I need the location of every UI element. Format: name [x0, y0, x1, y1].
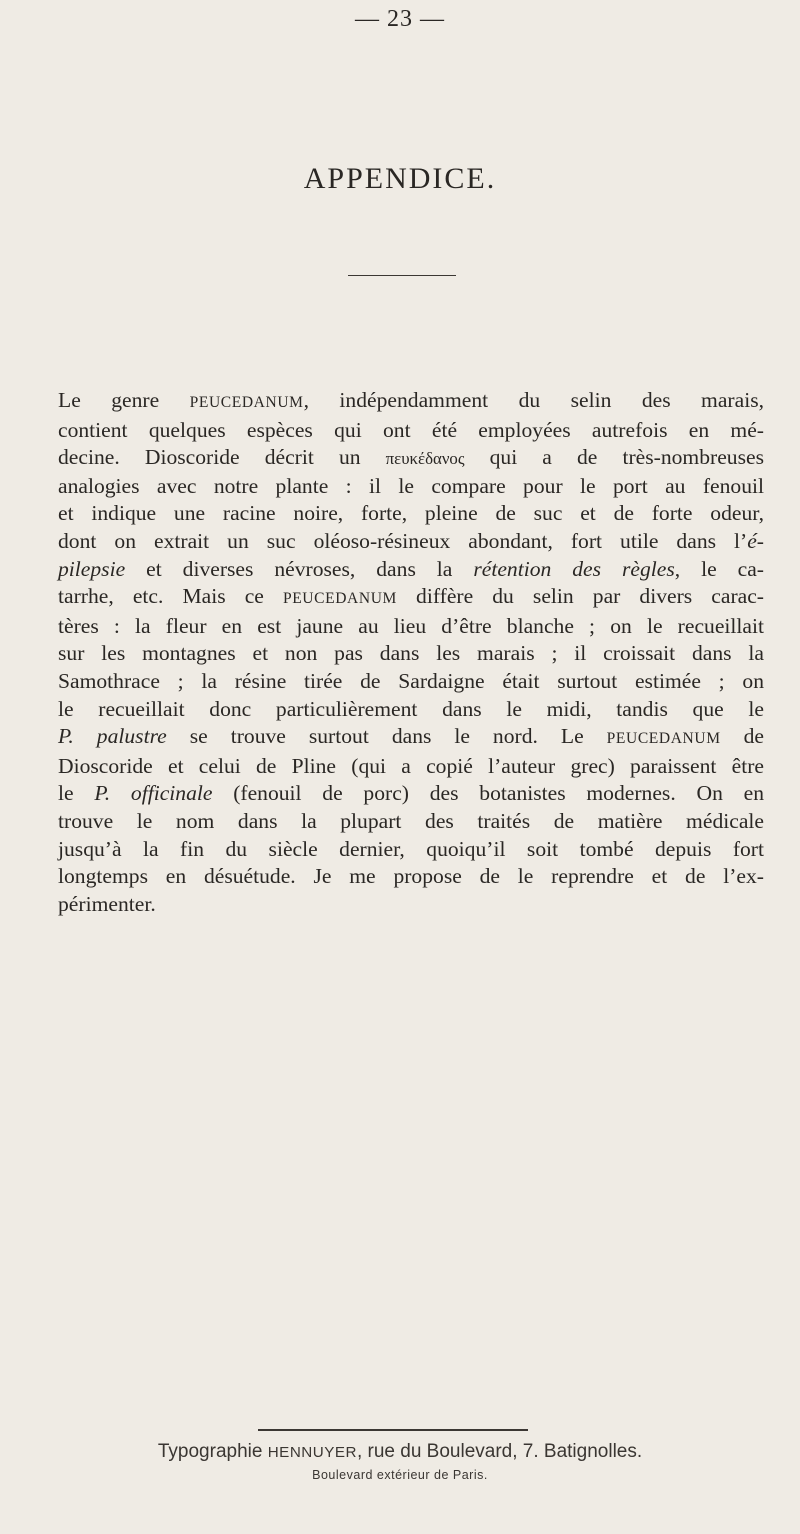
text-run: , indépendamment du selin des marais, [303, 388, 764, 412]
italic-term: pilepsie [58, 556, 126, 581]
body-paragraph [58, 387, 764, 918]
text-line [58, 613, 764, 641]
text-run: sur les montagnes et non pas dans les marais ; il croissait dans la [58, 641, 764, 666]
imprint-prefix: Typographie [157, 1441, 268, 1462]
text-line [58, 723, 764, 753]
text-run: jusqu’à la fin du siècle dernier, quoiqu’il soit tombé depuis fort [58, 836, 764, 861]
text-run: longtemps en désuétude. Je me propose de le reprendre et de l’ex- [58, 864, 764, 889]
text-run: (fenouil de porc) des botanistes modernes. On en [212, 781, 764, 806]
text-line [58, 556, 764, 584]
page-title: APPENDICE. [303, 162, 497, 195]
text-line [58, 500, 764, 528]
text-line [58, 583, 764, 613]
text-line [58, 473, 764, 501]
text-run: decine. Dioscoride décrit un [58, 445, 386, 470]
italic-term: P. officinale [94, 781, 213, 806]
text-run: et indique une racine noire, forte, pleine de suc et de forte odeur, [58, 501, 764, 526]
page-number: — 23 — [355, 6, 445, 32]
title-divider [348, 275, 456, 276]
text-line [58, 387, 764, 417]
text-run: et diverses névroses, dans la [125, 556, 474, 581]
text-line [58, 891, 764, 919]
text-run: Dioscoride et celui de Pline (qui a copié l’auteur grec) paraissent être [58, 753, 764, 778]
text-line [58, 836, 764, 864]
small-caps-term: PEUCEDANUM [189, 394, 304, 411]
printer-imprint [0, 1440, 800, 1465]
text-line [58, 780, 764, 808]
text-run: qui a de très-nombreuses [464, 445, 764, 470]
text-line [58, 668, 764, 696]
text-line [58, 417, 764, 445]
imprint-subline: Boulevard extérieur de Paris. [312, 1468, 488, 1482]
text-run: le [58, 781, 95, 806]
small-caps-term: PEUCEDANUM [606, 730, 721, 748]
text-line [58, 753, 764, 781]
text-run: analogies avec notre plante : il le compare pour le port au fenouil [58, 473, 764, 498]
text-run: périmenter. [58, 891, 156, 916]
italic-term: é- [747, 528, 764, 553]
text-run: tères : la fleur en est jaune au lieu d’être blanche ; on le recueillait [58, 613, 764, 638]
text-line [58, 528, 764, 556]
text-line [58, 863, 764, 891]
imprint-address: , rue du Boulevard, 7. Batignolles. [356, 1441, 643, 1462]
imprint-divider [258, 1429, 528, 1431]
small-caps-term: PEUCEDANUM [282, 590, 397, 608]
text-run: le recueillait donc particulièrement dans le midi, tandis que le [58, 696, 764, 721]
text-line [58, 696, 764, 724]
greek-term: πευκέδανος [385, 449, 465, 469]
text-run: Samothrace ; la résine tirée de Sardaigne était surtout estimée ; on [58, 668, 764, 693]
italic-term: P. palustre [58, 724, 167, 749]
text-run: Le genre [58, 388, 190, 412]
italic-term: rétention des règles [473, 556, 675, 581]
text-line [58, 808, 764, 836]
text-run: tarrhe, etc. Mais ce [58, 584, 283, 609]
imprint-printer-name: HENNUYER [267, 1444, 357, 1461]
text-run: contient quelques espèces qui ont été employées autrefois en mé- [58, 417, 764, 442]
text-line [58, 444, 764, 473]
text-line [58, 640, 764, 668]
text-run: diffère du selin par divers carac- [396, 584, 764, 609]
text-run: dont on extrait un suc oléoso-résineux abondant, fort utile dans l’ [58, 528, 748, 553]
text-run: trouve le nom dans la plupart des traités de matière médicale [58, 808, 764, 833]
text-run: de [720, 724, 765, 749]
text-run: se trouve surtout dans le nord. Le [166, 724, 607, 749]
text-run: , le ca- [674, 556, 764, 581]
